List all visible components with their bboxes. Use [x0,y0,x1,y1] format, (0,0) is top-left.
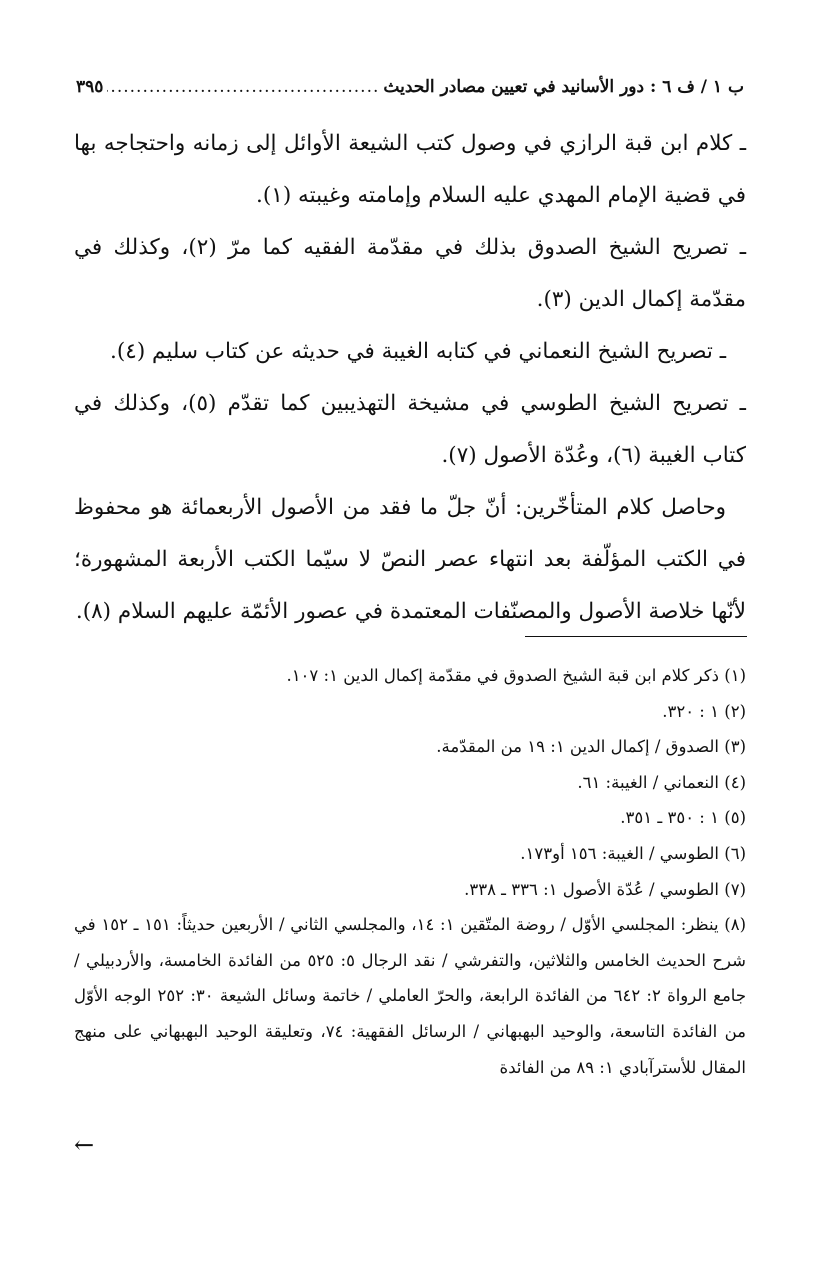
main-text [74,118,746,638]
page-number: ٣٩٥ [76,77,104,97]
footnote-item: (١) ذكر كلام ابن قبة الشيخ الصدوق في مقدّمة إكمال الدين ١: ١٠٧. [286,666,746,685]
body-paragraph: ـ تصريح الشيخ الطوسي في مشيخة التهذيبين كما تقدّم (٥)، وكذلك في كتاب الغيبة (٦)، وعُدّة الأصول (٧). [74,391,746,468]
footnote-item: (٢) ١ : ٣٢٠. [662,701,746,721]
header-leader-dots [107,74,379,100]
body-paragraph: ـ كلام ابن قبة الرازي في وصول كتب الشيعة الأوائل إلى زمانه واحتجاجه بها في قضية الإمام المهدي عليه السلام وإمامته وغيبته (١). [74,131,746,208]
footnote-item: (٨) ينظر: المجلسي الأوّل / روضة المتّقين ١: ١٤، والمجلسي الثاني / الأربعين حديثاً: ١٥١ ـ ١٥٢ في شرح الحديث الخامس والثلاثين، والتفرشي / نقد الرجال ٥: ٥٢٥ من الفائدة الخامسة، والأردبيلي / جامع الرواة ٢: ٦٤٢ من الفائدة الرابعة، والحرّ العاملي / خاتمة وسائل الشيعة ٣٠: ٢٥٢ الوجه الأوّل من الفائدة التاسعة، والوحيد البهبهاني / الرسائل الفقهية: ٧٤، وتعليقة الوحيد البهبهاني على منهج المقال للأسترآبادي ١: ٨٩ من الفائدة [74,915,747,1077]
continuation-arrow-icon: ← [74,1131,95,1159]
footnote-item: (٥) ١ : ٣٥٠ ـ ٣٥١. [620,808,746,828]
footnote-item: (٦) الطوسي / الغيبة: ١٥٦ أو١٧٣. [520,843,746,863]
footnote-item: (٧) الطوسي / عُدّة الأصول ١: ٣٣٦ ـ ٣٣٨. [464,879,746,899]
footnote-separator [525,636,747,637]
body-paragraph: ـ تصريح الشيخ الصدوق بذلك في مقدّمة الفقيه كما مرّ (٢)، وكذلك في مقدّمة إكمال الدين (٣). [74,235,746,312]
body-paragraph: وحاصل كلام المتأخّرين: أنّ جلّ ما فقد من الأصول الأربعمائة هو محفوظ في الكتب المؤلّفة بعد انتهاء عصر النصّ لا سيّما الكتب الأربعة المشهورة؛ لأنّها خلاصة الأصول والمصنّفات المعتمدة في عصور الأئمّة عليهم السلام (٨). [74,495,746,624]
header-title: ب ١ / ف ٦ : دور الأسانيد في تعيين مصادر الحديث [383,77,744,97]
footnote-item: (٣) الصدوق / إكمال الدين ١: ١٩ من المقدّمة. [436,737,746,757]
footnote-item: (٤) النعماني / الغيبة: ٦١. [577,772,746,792]
body-paragraph: ـ تصريح الشيخ النعماني في كتابه الغيبة في حديثه عن كتاب سليم (٤). [110,339,726,364]
footnotes [74,658,746,1085]
running-header [76,74,744,100]
